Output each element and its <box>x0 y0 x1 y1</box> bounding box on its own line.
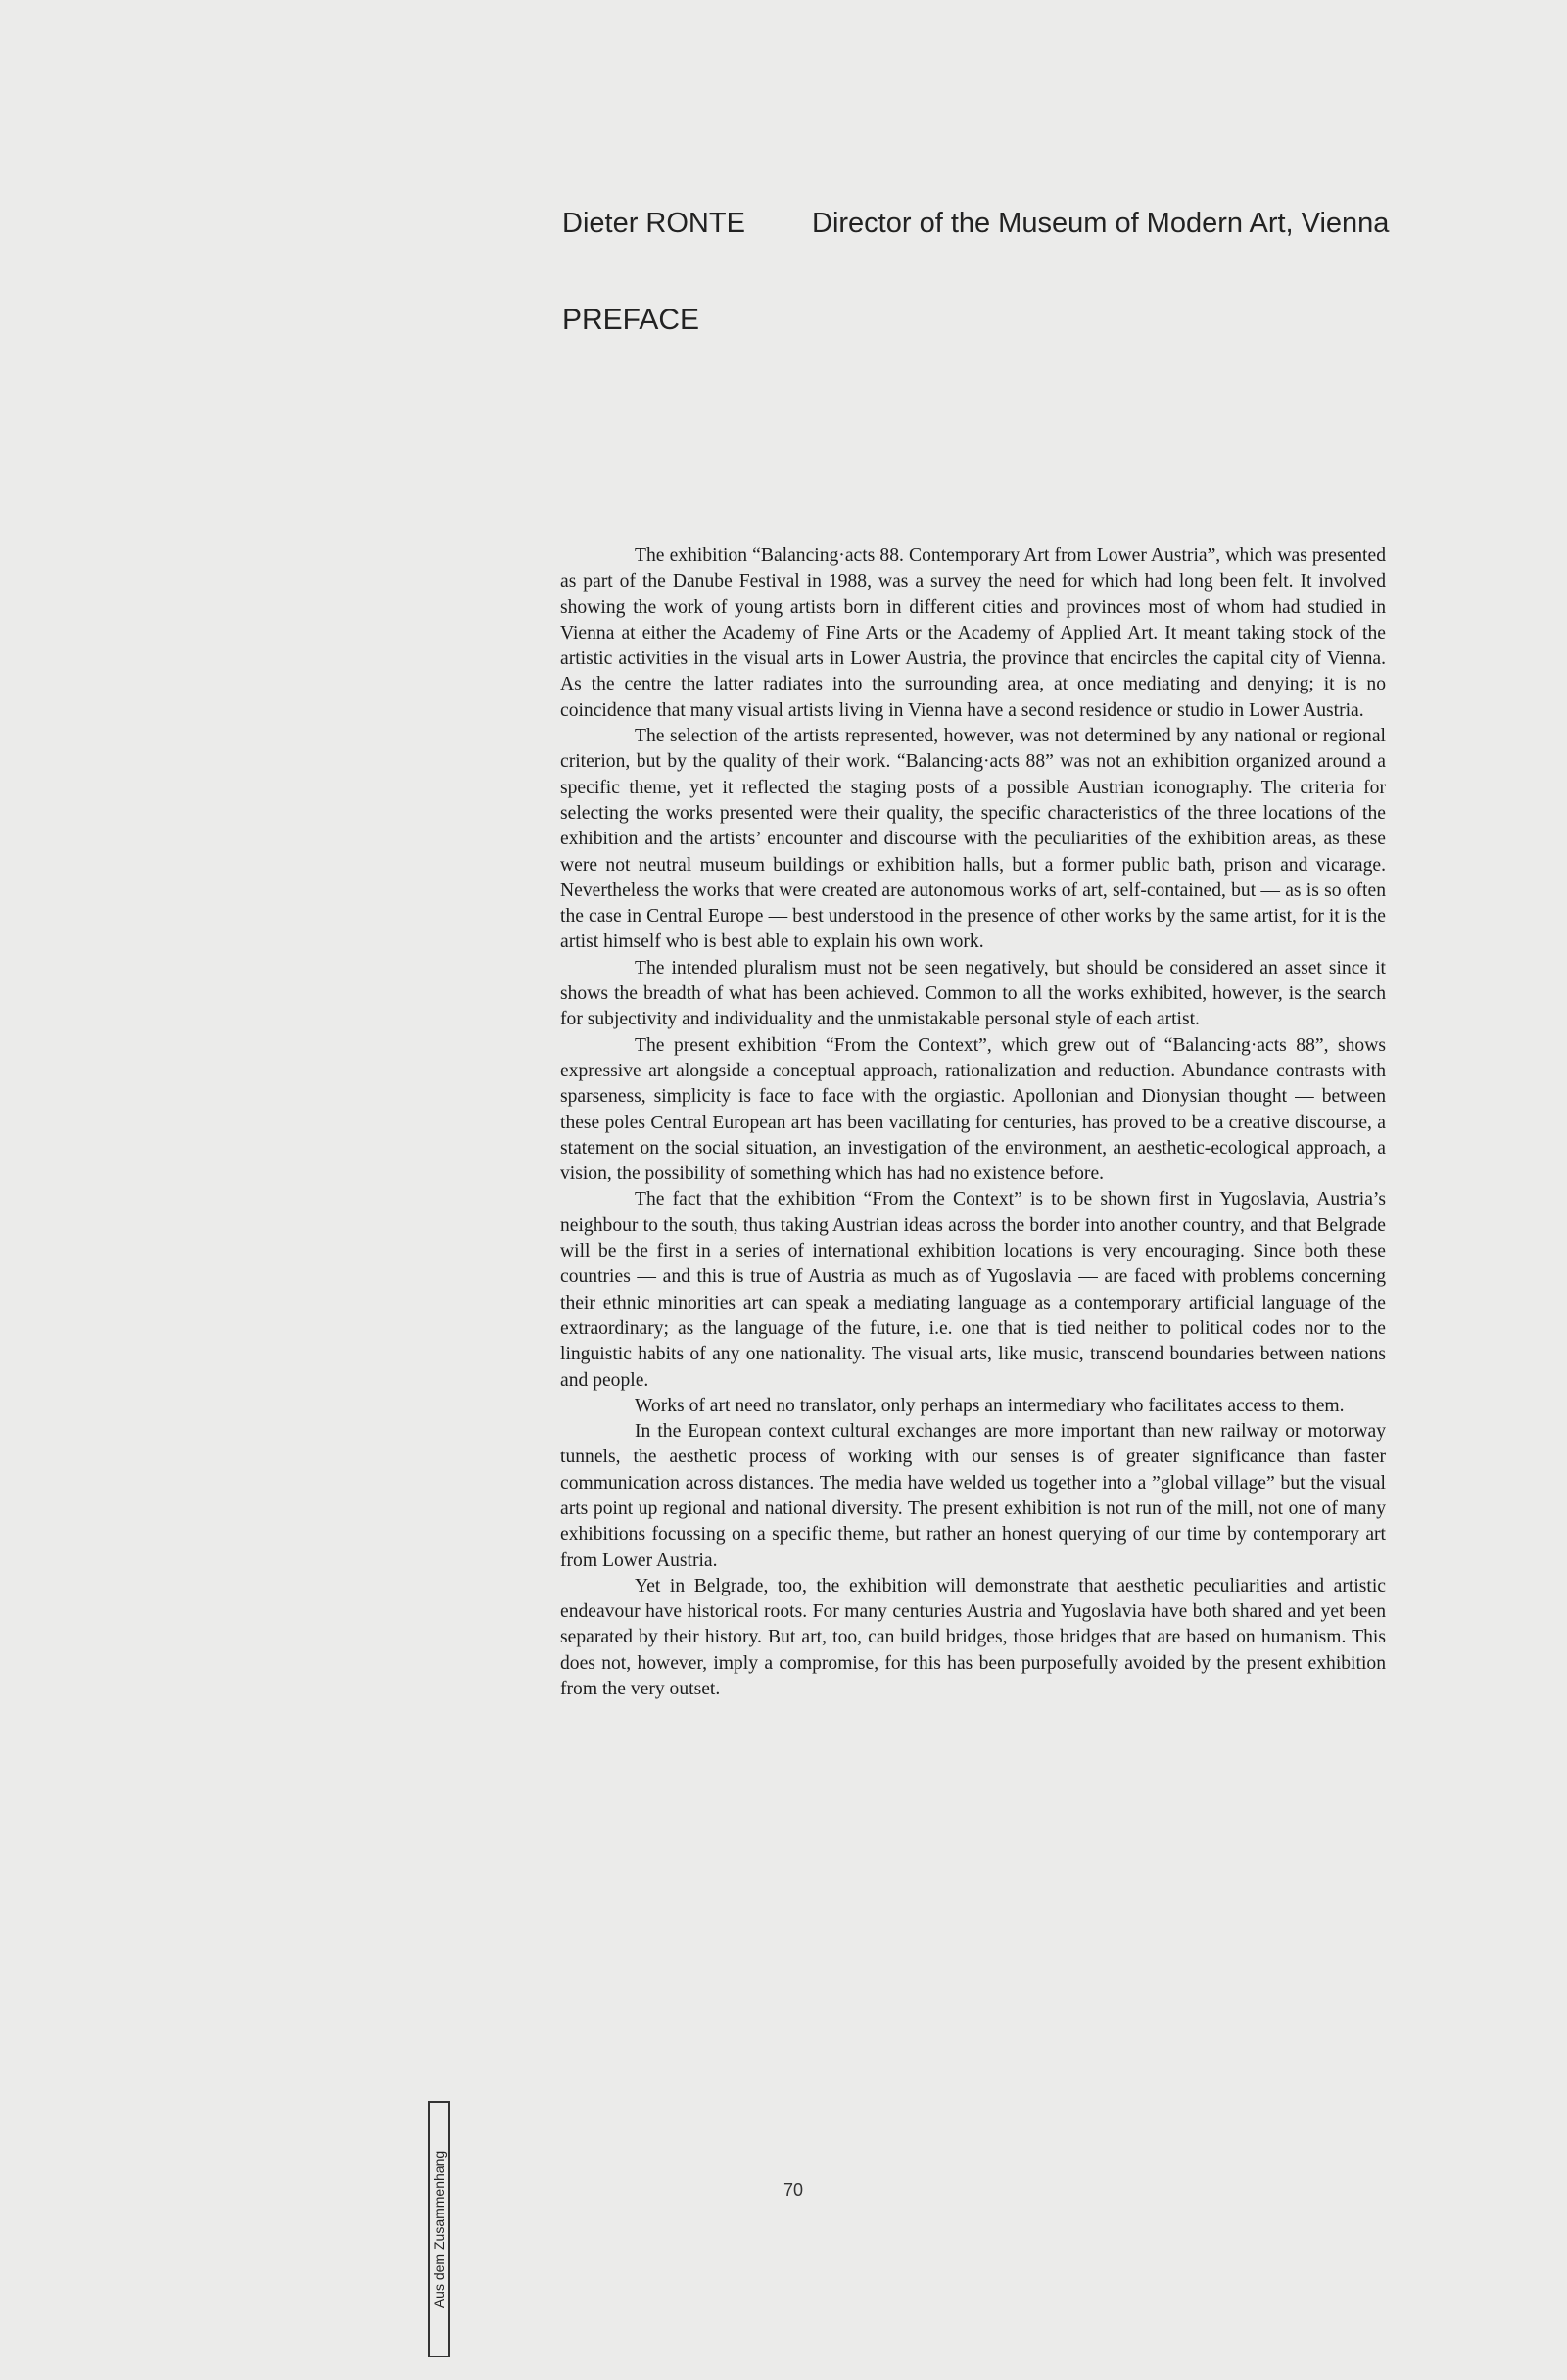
paragraph: Works of art need no translator, only perhaps an intermediary who facilitates access to them. <box>635 1395 1345 1416</box>
paragraph: The fact that the exhibition “From the Context” is to be shown first in Yugoslavia, Austria’s neighbour to the south, thus taking Austrian ideas across the border into another country, and that Belgrade will be the first in a series of international exhibition locations is very encouraging. Since both these countries — and this is true of Austria as much as of Yugoslavia — are faced with problems concerning their ethnic minorities art can speak a mediating language as a contemporary artificial language of the extraordinary; as the language of the future, i.e. one that is tied neither to political codes nor to the linguistic habits of any one nationality. The visual arts, like music, transcend boundaries between nations and people. <box>560 1189 1386 1391</box>
author-name: Dieter RONTE <box>562 208 745 239</box>
page-number: 70 <box>783 2180 804 2200</box>
paragraph: The present exhibition “From the Context”, which grew out of “Balancing·acts 88”, shows expressive art alongside a conceptual approach, rationalization and reduction. Abundance contrasts with sparseness, simplicity is face to face with the orgiastic. Apollonian and Dionysian thought — between these poles Central European art has been vacillating for centuries, has proved to be a creative discourse, a statement on the social situation, an investigation of the environment, an aesthetic-ecological approach, a vision, the possibility of something which has had no existence before. <box>560 1034 1386 1185</box>
author-role: Director of the Museum of Modern Art, Vienna <box>812 208 1390 239</box>
section-title: PREFACE <box>562 304 700 336</box>
paragraph: Yet in Belgrade, too, the exhibition will demonstrate that aesthetic peculiarities and artistic endeavour have historical roots. For many centuries Austria and Yugoslavia have both shared and yet been separated by their history. But art, too, can build bridges, those bridges that are based on humanism. This does not, however, imply a compromise, for this has been purposefully avoided by the present exhibition from the very outset. <box>560 1575 1386 1700</box>
paragraph: The exhibition “Balancing·acts 88. Contemporary Art from Lower Austria”, which was presented as part of the Danube Festival in 1988, was a survey the need for which had long been felt. It involved showing the work of young artists born in different cities and provinces most of whom had studied in Vienna at either the Academy of Fine Arts or the Academy of Applied Art. It meant taking stock of the artistic activities in the visual arts in Lower Austria, the province that encircles the capital city of Vienna. As the centre the latter radiates into the surrounding area, at once mediating and denying; it is no coincidence that many visual artists living in Vienna have a second residence or studio in Lower Austria. <box>560 546 1386 721</box>
paragraph: In the European context cultural exchanges are more important than new railway or motorway tunnels, the aesthetic process of working with our senses is of greater significance than faster communication across distances. The media have welded us together into a ”global village” but the visual arts point up regional and national diversity. The present exhibition is not run of the mill, not one of many exhibitions focussing on a specific theme, but rather an honest querying of our time by contemporary art from Lower Austria. <box>560 1421 1386 1571</box>
side-tab-label: Aus dem Zusammenhang <box>431 2150 447 2309</box>
body-text <box>560 544 1386 1702</box>
side-tab <box>428 2101 450 2357</box>
paragraph: The intended pluralism must not be seen negatively, but should be considered an asset since it shows the breadth of what has been achieved. Common to all the works exhibited, however, is the search for subjectivity and individuality and the unmistakable personal style of each artist. <box>560 957 1386 1030</box>
paragraph: The selection of the artists represented, however, was not determined by any national or regional criterion, but by the quality of their work. “Balancing·acts 88” was not an exhibition organized around a specific theme, yet it reflected the staging posts of a possible Austrian iconography. The criteria for selecting the works presented were their quality, the specific characteristics of the three locations of the exhibition and the artists’ encounter and discourse with the peculiarities of the exhibition areas, as these were not neutral museum buildings or exhibition halls, but a former public bath, prison and vicarage. Nevertheless the works that were created are autonomous works of art, self-contained, but — as is so often the case in Central Europe — best understood in the presence of other works by the same artist, for it is the artist himself who is best able to explain his own work. <box>560 726 1386 953</box>
